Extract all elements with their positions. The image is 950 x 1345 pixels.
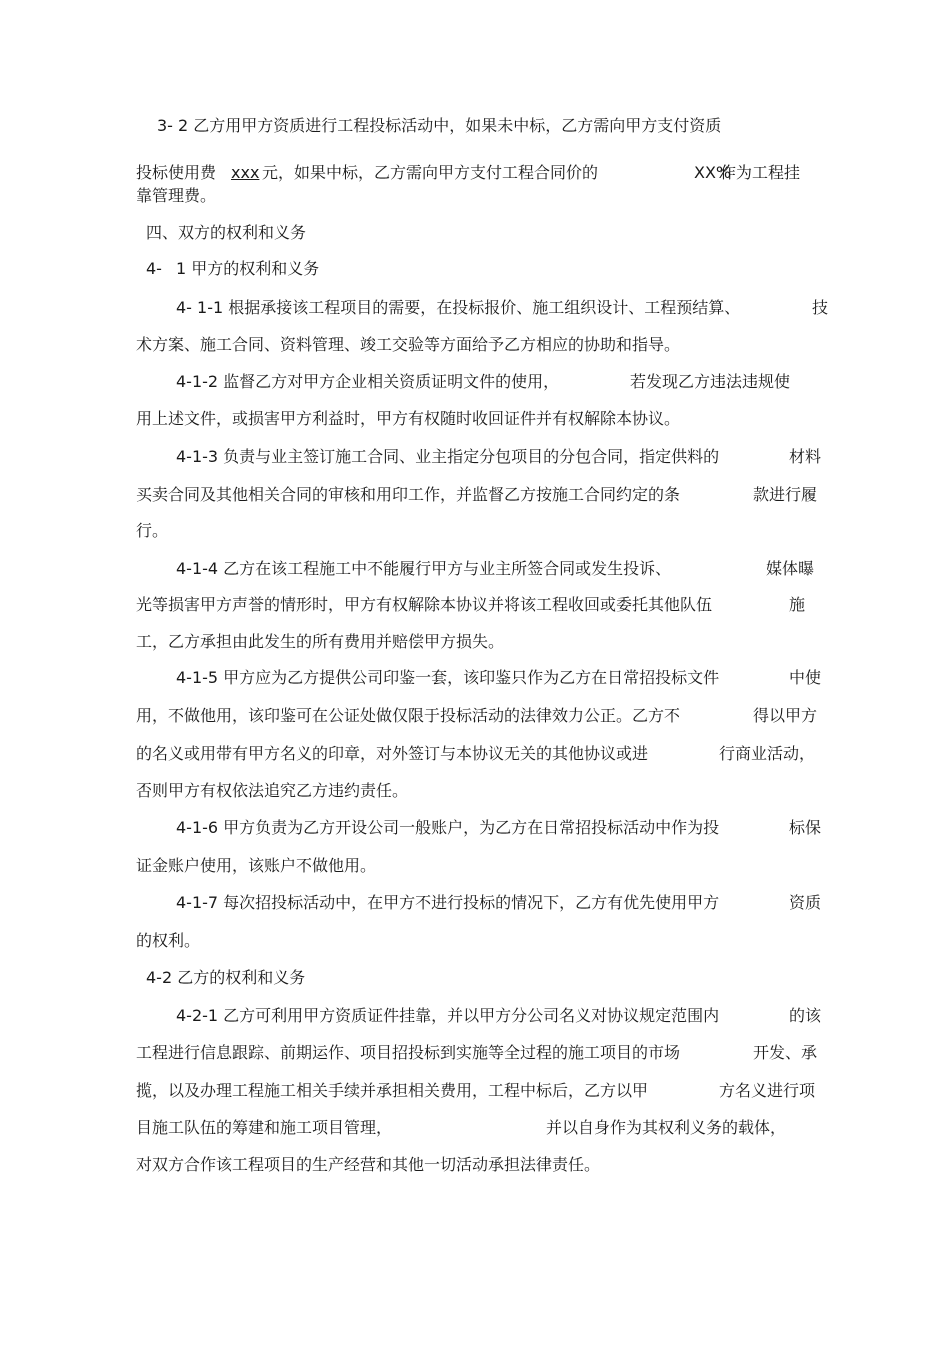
clause-4-2-1-line-5: 对双方合作该工程项目的生产经营和其他一切活动承担法律责任。 <box>136 1155 601 1174</box>
clause-4-1-5-line-2b: 得以甲方 <box>753 706 818 725</box>
clause-4-1-7-line-1: 4-1-7 每次招投标活动中，在甲方不进行投标的情况下，乙方有优先使用甲方 <box>176 893 720 912</box>
clause-4-2-1-line-3b: 方名义进行项 <box>719 1081 816 1100</box>
clause-4-1-3-line-2b: 款进行履 <box>753 485 818 504</box>
clause-4-2-1-line-4: 目施工队伍的筹建和施工项目管理， <box>136 1118 393 1137</box>
clause-3-2-line-1: 3- 2 乙方用甲方资质进行工程投标活动中，如果未中标，乙方需向甲方支付资质 <box>157 116 722 135</box>
section-4-2-heading: 4-2 乙方的权利和义务 <box>146 968 306 987</box>
clause-4-1-1-line-1b: 技 <box>812 298 829 317</box>
clause-4-1-3-line-1b: 材料 <box>789 447 822 466</box>
clause-4-1-2-line-2: 用上述文件，或损害甲方利益时，甲方有权随时收回证件并有权解除本协议。 <box>136 409 681 428</box>
clause-4-1-5-line-3b: 行商业活动， <box>719 744 816 763</box>
clause-4-2-1-line-3: 揽，以及办理工程施工相关手续并承担相关费用，工程中标后，乙方以甲 <box>136 1081 649 1100</box>
clause-4-2-1-line-2: 工程进行信息跟踪、前期运作、项目招投标到实施等全过程的施工项目的市场 <box>136 1043 681 1062</box>
clause-4-1-4-line-3: 工，乙方承担由此发生的所有费用并赔偿甲方损失。 <box>136 632 505 651</box>
clause-4-2-1-line-1b: 的该 <box>789 1006 822 1025</box>
clause-4-2-1-line-1: 4-2-1 乙方可利用甲方资质证件挂靠，并以甲方分公司名义对协议规定范围内 <box>176 1006 720 1025</box>
clause-4-1-1-line-1: 4- 1-1 根据承接该工程项目的需要，在投标报价、施工组织设计、工程预结算、 <box>176 298 741 317</box>
clause-4-1-3-line-2: 买卖合同及其他相关合同的审核和用印工作，并监督乙方按施工合同约定的条 <box>136 485 681 504</box>
section-4-heading: 四、双方的权利和义务 <box>146 223 307 242</box>
clause-4-2-1-line-2b: 开发、承 <box>753 1043 818 1062</box>
clause-3-2-line-2b: 元，如果中标，乙方需向甲方支付工程合同价的 <box>262 163 599 182</box>
section-4-1-number: 4- <box>146 259 162 278</box>
clause-4-1-2-line-1b: 若发现乙方违法违规使 <box>630 372 791 391</box>
clause-4-1-4-line-1b: 媒体曝 <box>766 559 815 578</box>
clause-4-1-3-line-3: 行。 <box>136 521 169 540</box>
clause-4-1-5-line-1: 4-1-5 甲方应为乙方提供公司印鉴一套，该印鉴只作为乙方在日常招投标文件 <box>176 668 720 687</box>
fee-percent: XX% <box>694 163 732 182</box>
clause-4-1-5-line-3: 的名义或用带有甲方名义的印章，对外签订与本协议无关的其他协议或进 <box>136 744 649 763</box>
clause-4-1-6-line-1b: 标保 <box>789 818 822 837</box>
clause-3-2-line-2a: 投标使用费 <box>136 163 217 182</box>
clause-4-1-6-line-2: 证金账户使用，该账户不做他用。 <box>136 856 377 875</box>
clause-3-2-line-3: 靠管理费。 <box>136 186 217 205</box>
fee-amount: xxx <box>231 163 260 182</box>
clause-4-1-5-line-4: 否则甲方有权依法追究乙方违约责任。 <box>136 781 409 800</box>
clause-3-2-line-2c: 作为工程挂 <box>720 163 801 182</box>
clause-4-1-3-line-1: 4-1-3 负责与业主签订施工合同、业主指定分包项目的分包合同，指定供料的 <box>176 447 720 466</box>
clause-4-1-4-line-2: 光等损害甲方声誉的情形时，甲方有权解除本协议并将该工程收回或委托其他队伍 <box>136 595 713 614</box>
clause-4-1-6-line-1: 4-1-6 甲方负责为乙方开设公司一般账户，为乙方在日常招投标活动中作为投 <box>176 818 720 837</box>
clause-4-1-2-line-1: 4-1-2 监督乙方对甲方企业相关资质证明文件的使用， <box>176 372 560 391</box>
clause-4-1-5-line-2: 用，不做他用，该印鉴可在公证处做仅限于投标活动的法律效力公正。乙方不 <box>136 706 681 725</box>
clause-4-1-1-line-2: 术方案、施工合同、资料管理、竣工交验等方面给予乙方相应的协助和指导。 <box>136 335 681 354</box>
clause-4-1-7-line-2: 的权利。 <box>136 931 201 950</box>
clause-4-1-4-line-1: 4-1-4 乙方在该工程施工中不能履行甲方与业主所签合同或发生投诉、 <box>176 559 672 578</box>
clause-4-1-4-line-2b: 施 <box>789 595 806 614</box>
clause-4-2-1-line-4b: 并以自身作为其权利义务的载体， <box>546 1118 787 1137</box>
clause-4-1-5-line-1b: 中使 <box>789 668 822 687</box>
clause-4-1-7-line-1b: 资质 <box>789 893 822 912</box>
section-4-1-heading: 1 甲方的权利和义务 <box>176 259 320 278</box>
